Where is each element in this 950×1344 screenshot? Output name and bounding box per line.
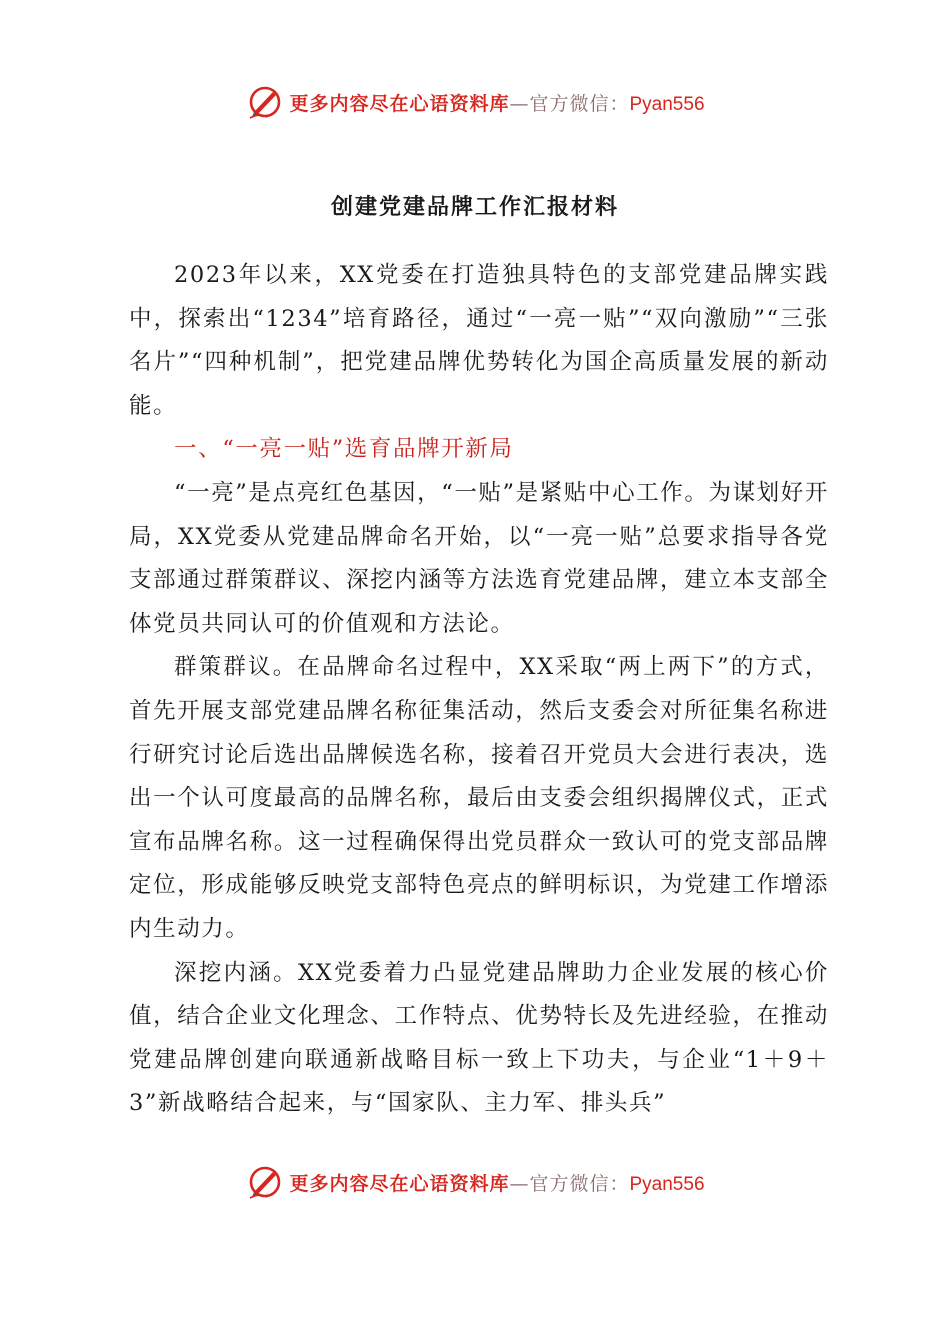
watermark-wechat-label: 官方微信： [529,92,630,115]
section-heading-1: 一、“一亮一贴”选育品牌开新局 [174,436,514,463]
document-body [129,254,829,1126]
pen-logo-icon [245,82,285,122]
watermark-dash: — [509,1172,530,1195]
watermark-main: 更多内容尽在心语资料库 [289,92,510,115]
watermark-wechat-id: Pyan556 [629,93,705,115]
watermark-footer [0,1160,950,1204]
watermark-text [289,89,704,116]
paragraph-section-intro: “一亮”是点亮红色基因，“一贴”是紧贴中心工作。为谋划好开局，XX党委从党建品牌命名开始，以“一亮一贴”总要求指导各党支部通过群策群议、深挖内涵等方法选育党建品牌，建立本支部全体党员共同认可的价值观和方法论。 [129,479,829,637]
watermark-main: 更多内容尽在心语资料库 [289,1172,510,1195]
watermark-text [289,1169,704,1196]
watermark-wechat-id: Pyan556 [629,1173,705,1195]
watermark-wechat-label: 官方微信： [529,1172,630,1195]
watermark-dash: — [509,92,530,115]
watermark-header [0,80,950,124]
paragraph-deep-dive: 深挖内涵。XX党委着力凸显党建品牌助力企业发展的核心价值，结合企业文化理念、工作特点、优势特长及先进经验，在推动党建品牌创建向联通新战略目标一致上下功夫，与企业“1＋9＋3”新战略结合起来，与“国家队、主力军、排头兵” [129,959,829,1117]
document-title: 创建党建品牌工作汇报材料 [330,194,619,220]
pen-logo-icon [245,1162,285,1202]
paragraph-intro: 2023年以来，XX党委在打造独具特色的支部党建品牌实践中，探索出“1234”培育路径，通过“一亮一贴”“双向激励”“三张名片”“四种机制”，把党建品牌优势转化为国企高质量发展的新动能。 [129,262,829,419]
paragraph-group-discussion: 群策群议。在品牌命名过程中，XX采取“两上两下”的方式，首先开展支部党建品牌名称征集活动，然后支委会对所征集名称进行研究讨论后选出品牌候选名称，接着召开党员大会进行表决，选出一个认可度最高的品牌名称，最后由支委会组织揭牌仪式，正式宣布品牌名称。这一过程确保得出党员群众一致认可的党支部品牌定位，形成能够反映党支部特色亮点的鲜明标识，为党建工作增添内生动力。 [129,654,829,942]
